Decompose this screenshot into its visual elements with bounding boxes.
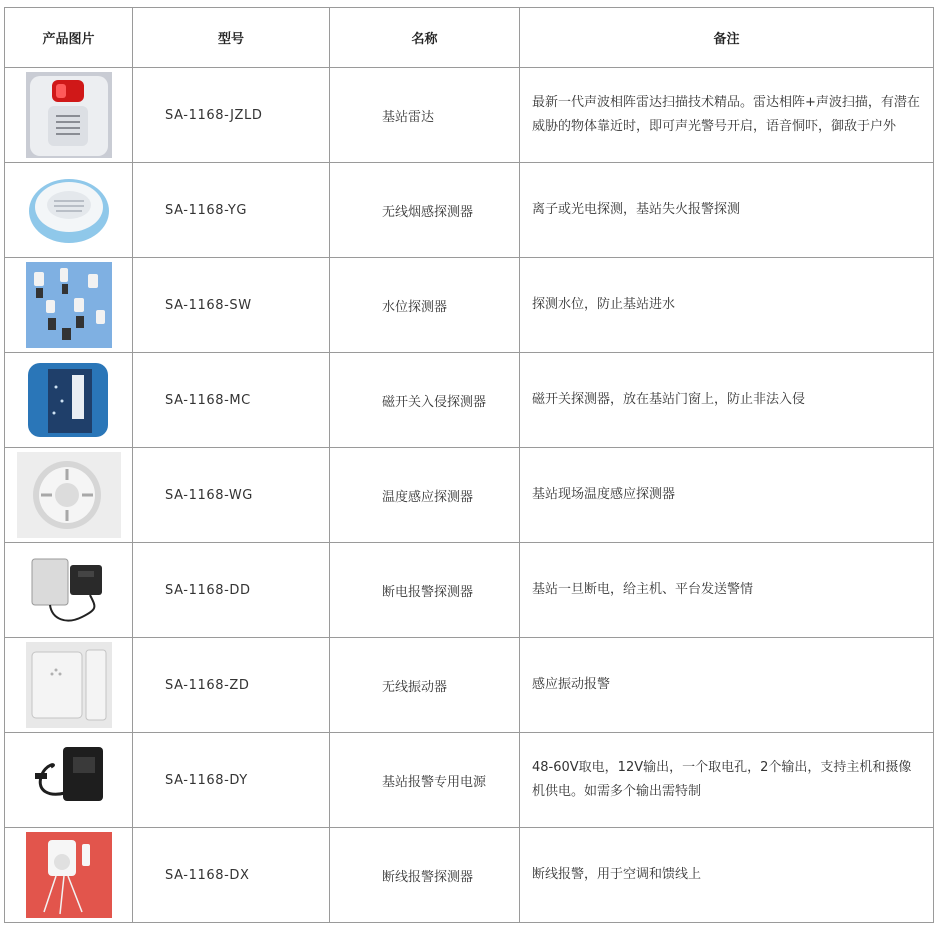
note-cell: 磁开关探测器，放在基站门窗上，防止非法入侵 [520,353,934,448]
product-table [4,7,934,923]
model-cell: SA-1168-DX [133,828,330,923]
magnetic-switch-photo [26,357,112,443]
name-cell: 无线振动器 [330,638,520,733]
note-cell: 感应振动报警 [520,638,934,733]
water-level-sensor-photo [26,262,112,348]
table-row [5,68,934,163]
note-cell: 最新一代声波相阵雷达扫描技术精品。雷达相阵+声波扫描，有潜在威胁的物体靠近时，即可声光警号开启，语音恫吓，御敌于户外 [520,68,934,163]
name-cell: 断线报警探测器 [330,828,520,923]
table-row [5,733,934,828]
header-row [5,8,934,68]
model-cell: SA-1168-MC [133,353,330,448]
name-cell: 磁开关入侵探测器 [330,353,520,448]
name-cell: 基站雷达 [330,68,520,163]
model-cell: SA-1168-JZLD [133,68,330,163]
smoke-detector-photo [26,167,112,253]
radar-siren-photo [26,72,112,158]
note-cell: 48-60V取电，12V输出，一个取电孔，2个输出，支持主机和摄像机供电。如需多个输出需特制 [520,733,934,828]
table-row [5,448,934,543]
table-row [5,638,934,733]
note-cell: 断线报警，用于空调和馈线上 [520,828,934,923]
note-cell: 离子或光电探测，基站失火报警探测 [520,163,934,258]
name-cell: 温度感应探测器 [330,448,520,543]
wire-break-alarm-photo [26,832,112,918]
header-model: 型号 [133,8,330,68]
table-row [5,828,934,923]
note-cell: 探测水位，防止基站进水 [520,258,934,353]
name-cell: 基站报警专用电源 [330,733,520,828]
model-cell: SA-1168-ZD [133,638,330,733]
vibration-sensor-photo [26,642,112,728]
power-failure-alarm-photo [26,547,112,633]
header-image: 产品图片 [5,8,133,68]
model-cell: SA-1168-YG [133,163,330,258]
header-name: 名称 [330,8,520,68]
table-row [5,543,934,638]
name-cell: 无线烟感探测器 [330,163,520,258]
name-cell: 水位探测器 [330,258,520,353]
table-row [5,353,934,448]
header-note: 备注 [520,8,934,68]
note-cell: 基站一旦断电，给主机、平台发送警情 [520,543,934,638]
table-row [5,163,934,258]
model-cell: SA-1168-SW [133,258,330,353]
name-cell: 断电报警探测器 [330,543,520,638]
power-adapter-photo [29,737,109,823]
model-cell: SA-1168-DY [133,733,330,828]
model-cell: SA-1168-WG [133,448,330,543]
table-row [5,258,934,353]
model-cell: SA-1168-DD [133,543,330,638]
temperature-detector-photo [17,452,121,538]
note-cell: 基站现场温度感应探测器 [520,448,934,543]
